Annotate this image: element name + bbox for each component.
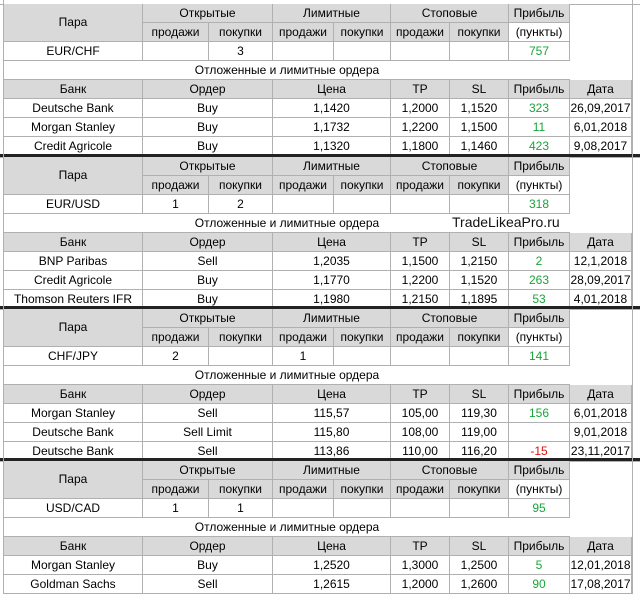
order-price: 1,2035 [273, 252, 391, 271]
pair-profit: 757 [509, 42, 570, 61]
order-sl: 119,00 [450, 423, 509, 442]
order-date: 6,01,2018 [570, 118, 632, 137]
stop-sells-header: продажи [391, 23, 450, 42]
order-tp: 105,00 [391, 404, 450, 423]
order-sl: 1,1460 [450, 137, 509, 156]
order-date: 12,01,2018 [570, 556, 632, 575]
stop-buys-header: покупки [450, 328, 509, 347]
pair-profit: 318 [509, 195, 570, 214]
open-header: Открытые [143, 461, 273, 480]
order-price: 1,1320 [273, 137, 391, 156]
sl-header: SL [450, 385, 509, 404]
order-date: 26,09,2017 [570, 99, 632, 118]
order-date: 9,08,2017 [570, 137, 632, 156]
order-sl: 1,1520 [450, 271, 509, 290]
limit-header: Лимитные [273, 157, 391, 176]
stop-sells-value [391, 347, 450, 366]
order-sl: 1,2150 [450, 252, 509, 271]
limit-sells-header: продажи [273, 23, 334, 42]
tp-header: TP [391, 385, 450, 404]
pair-name: CHF/JPY [4, 347, 143, 366]
order-price: 113,86 [273, 442, 391, 461]
order-date: 12,1,2018 [570, 252, 632, 271]
pair-header: Пара [4, 157, 143, 195]
open-sells-value [143, 42, 209, 61]
order-price: 1,1420 [273, 99, 391, 118]
open-buys-header: покупки [209, 23, 273, 42]
bank-header: Банк [4, 80, 143, 99]
open-buys-value: 1 [209, 499, 273, 518]
pending-orders-banner: Отложенные и лимитные ордера [4, 518, 570, 537]
stop-buys-value [450, 347, 509, 366]
order-date: 23,11,2017 [570, 442, 632, 461]
open-sells-header: продажи [143, 23, 209, 42]
stop-header: Стоповые [391, 157, 509, 176]
tp-header: TP [391, 233, 450, 252]
limit-sells-value: 1 [273, 347, 334, 366]
open-buys-value: 3 [209, 42, 273, 61]
order-sl: 1,2600 [450, 575, 509, 594]
pair-header: Пара [4, 309, 143, 347]
order-bank: BNP Paribas [4, 252, 143, 271]
open-buys-header: покупки [209, 480, 273, 499]
profit-header: Прибыль [509, 309, 570, 328]
order-tp: 1,2000 [391, 99, 450, 118]
open-header: Открытые [143, 157, 273, 176]
limit-buys-header: покупки [334, 176, 391, 195]
order-sl: 1,1520 [450, 99, 509, 118]
open-buys-header: покупки [209, 176, 273, 195]
order-tp: 108,00 [391, 423, 450, 442]
order-sl: 1,1895 [450, 290, 509, 309]
order-profit: 53 [509, 290, 570, 309]
order-type: Buy [143, 99, 273, 118]
order-tp: 110,00 [391, 442, 450, 461]
limit-buys-value [334, 42, 391, 61]
order-tp: 1,2200 [391, 271, 450, 290]
order-bank: Deutsche Bank [4, 442, 143, 461]
order-profit-header: Прибыль [509, 537, 570, 556]
order-date: 6,01,2018 [570, 404, 632, 423]
profit-header: Прибыль [509, 157, 570, 176]
limit-sells-value [273, 195, 334, 214]
order-profit: -15 [509, 442, 570, 461]
stop-header: Стоповые [391, 309, 509, 328]
pending-orders-banner: Отложенные и лимитные ордера [4, 61, 570, 80]
grid-edge [632, 0, 633, 594]
points-header: (пункты) [509, 23, 570, 42]
order-type: Buy [143, 118, 273, 137]
order-sl: 116,20 [450, 442, 509, 461]
profit-header: Прибыль [509, 461, 570, 480]
pair-header: Пара [4, 461, 143, 499]
open-sells-value: 2 [143, 347, 209, 366]
order-type: Sell [143, 575, 273, 594]
order-date: 9,01,2018 [570, 423, 632, 442]
order-sl: 119,30 [450, 404, 509, 423]
open-sells-header: продажи [143, 480, 209, 499]
limit-buys-header: покупки [334, 23, 391, 42]
stop-buys-value [450, 42, 509, 61]
order-bank: Morgan Stanley [4, 404, 143, 423]
tp-header: TP [391, 80, 450, 99]
price-header: Цена [273, 80, 391, 99]
order-bank: Deutsche Bank [4, 423, 143, 442]
points-header: (пункты) [509, 480, 570, 499]
stop-buys-header: покупки [450, 480, 509, 499]
stop-buys-value [450, 195, 509, 214]
order-price: 115,57 [273, 404, 391, 423]
stop-sells-header: продажи [391, 176, 450, 195]
order-price: 1,1770 [273, 271, 391, 290]
limit-sells-header: продажи [273, 328, 334, 347]
order-sl: 1,1500 [450, 118, 509, 137]
price-header: Цена [273, 385, 391, 404]
limit-sells-header: продажи [273, 480, 334, 499]
order-type: Buy [143, 556, 273, 575]
order-bank: Morgan Stanley [4, 118, 143, 137]
order-tp: 1,2000 [391, 575, 450, 594]
order-type: Sell [143, 442, 273, 461]
order-header: Ордер [143, 385, 273, 404]
order-profit: 11 [509, 118, 570, 137]
pending-orders-banner: Отложенные и лимитные ордера [4, 214, 570, 233]
order-date: 4,01,2018 [570, 290, 632, 309]
order-price: 1,1980 [273, 290, 391, 309]
order-profit: 156 [509, 404, 570, 423]
open-sells-value: 1 [143, 499, 209, 518]
order-date: 28,09,2017 [570, 271, 632, 290]
order-price: 1,1732 [273, 118, 391, 137]
order-tp: 1,1800 [391, 137, 450, 156]
pair-profit: 95 [509, 499, 570, 518]
pair-name: EUR/CHF [4, 42, 143, 61]
order-profit-header: Прибыль [509, 233, 570, 252]
pending-orders-banner: Отложенные и лимитные ордера [4, 366, 570, 385]
limit-buys-value [334, 347, 391, 366]
limit-sells-header: продажи [273, 176, 334, 195]
date-header: Дата [570, 80, 632, 99]
points-header: (пункты) [509, 176, 570, 195]
order-bank: Morgan Stanley [4, 556, 143, 575]
order-price: 115,80 [273, 423, 391, 442]
order-tp: 1,2200 [391, 118, 450, 137]
open-sells-value: 1 [143, 195, 209, 214]
order-sl: 1,2500 [450, 556, 509, 575]
stop-sells-value [391, 42, 450, 61]
order-type: Buy [143, 290, 273, 309]
pair-name: USD/CAD [4, 499, 143, 518]
order-profit: 323 [509, 99, 570, 118]
order-profit-header: Прибыль [509, 385, 570, 404]
stop-header: Стоповые [391, 4, 509, 23]
order-profit: 5 [509, 556, 570, 575]
stop-header: Стоповые [391, 461, 509, 480]
open-buys-value [209, 347, 273, 366]
order-type: Sell [143, 252, 273, 271]
date-header: Дата [570, 537, 632, 556]
bank-header: Банк [4, 233, 143, 252]
order-price: 1,2615 [273, 575, 391, 594]
order-profit: 263 [509, 271, 570, 290]
stop-buys-header: покупки [450, 176, 509, 195]
order-bank: Thomson Reuters IFR [4, 290, 143, 309]
limit-sells-value [273, 42, 334, 61]
open-buys-value: 2 [209, 195, 273, 214]
limit-buys-value [334, 499, 391, 518]
order-type: Sell [143, 404, 273, 423]
limit-header: Лимитные [273, 461, 391, 480]
stop-buys-value [450, 499, 509, 518]
order-tp: 1,2150 [391, 290, 450, 309]
order-bank: Credit Agricole [4, 271, 143, 290]
order-header: Ордер [143, 537, 273, 556]
open-buys-header: покупки [209, 328, 273, 347]
grid-edge [3, 0, 4, 594]
order-profit: 90 [509, 575, 570, 594]
limit-buys-header: покупки [334, 328, 391, 347]
sl-header: SL [450, 80, 509, 99]
open-header: Открытые [143, 4, 273, 23]
limit-header: Лимитные [273, 309, 391, 328]
price-header: Цена [273, 233, 391, 252]
stop-sells-value [391, 499, 450, 518]
limit-buys-value [334, 195, 391, 214]
open-sells-header: продажи [143, 176, 209, 195]
stop-sells-value [391, 195, 450, 214]
points-header: (пункты) [509, 328, 570, 347]
order-price: 1,2520 [273, 556, 391, 575]
sl-header: SL [450, 537, 509, 556]
limit-buys-header: покупки [334, 480, 391, 499]
limit-sells-value [273, 499, 334, 518]
order-bank: Goldman Sachs [4, 575, 143, 594]
order-profit-header: Прибыль [509, 80, 570, 99]
order-header: Ордер [143, 233, 273, 252]
pair-profit: 141 [509, 347, 570, 366]
pair-name: EUR/USD [4, 195, 143, 214]
date-header: Дата [570, 385, 632, 404]
stop-buys-header: покупки [450, 23, 509, 42]
limit-header: Лимитные [273, 4, 391, 23]
price-header: Цена [273, 537, 391, 556]
tp-header: TP [391, 537, 450, 556]
order-type: Buy [143, 137, 273, 156]
order-tp: 1,1500 [391, 252, 450, 271]
order-type: Buy [143, 271, 273, 290]
open-header: Открытые [143, 309, 273, 328]
order-profit [509, 423, 570, 442]
bank-header: Банк [4, 537, 143, 556]
profit-header: Прибыль [509, 4, 570, 23]
stop-sells-header: продажи [391, 480, 450, 499]
order-profit: 2 [509, 252, 570, 271]
order-date: 17,08,2017 [570, 575, 632, 594]
watermark-text: TradeLikeaPro.ru [452, 214, 560, 230]
bank-header: Банк [4, 385, 143, 404]
order-profit: 423 [509, 137, 570, 156]
order-bank: Credit Agricole [4, 137, 143, 156]
pair-header: Пара [4, 4, 143, 42]
open-sells-header: продажи [143, 328, 209, 347]
order-tp: 1,3000 [391, 556, 450, 575]
order-header: Ордер [143, 80, 273, 99]
sl-header: SL [450, 233, 509, 252]
date-header: Дата [570, 233, 632, 252]
stop-sells-header: продажи [391, 328, 450, 347]
order-bank: Deutsche Bank [4, 99, 143, 118]
order-type: Sell Limit [143, 423, 273, 442]
